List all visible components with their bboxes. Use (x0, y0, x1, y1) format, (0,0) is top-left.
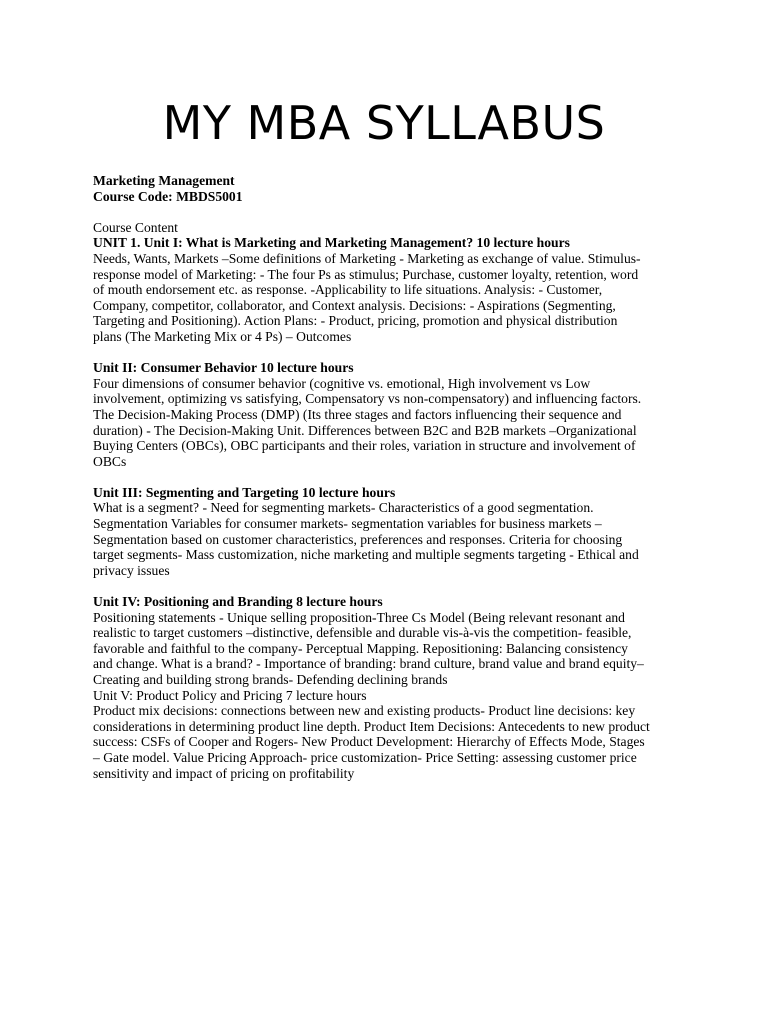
unit-text-line: Four dimensions of consumer behavior (cognitive vs. emotional, High involvement vs Low (93, 375, 591, 391)
unit-text-line: Segmentation based on customer characteristics, preferences and responses. Criteria for choosing (93, 531, 623, 547)
unit-text-line: Company, competitor, collaborator, and Context analysis. Decisions: - Aspirations (Segmenting, (93, 297, 616, 313)
unit-text-line: Targeting and Positioning). Action Plans: - Product, pricing, promotion and physical distribution (93, 313, 618, 329)
unit-text-line: involvement, optimizing vs satisfying, Compensatory vs non-compensatory) and influencing factors. (93, 391, 642, 407)
unit-text-line: target segments- Mass customization, niche marketing and multiple segments targeting - Ethical and (93, 547, 639, 563)
unit-text-line: Segmentation Variables for consumer markets- segmentation variables for business markets – (93, 516, 602, 532)
spacer (93, 578, 683, 594)
syllabus-content (93, 173, 683, 781)
unit-text-line: duration) - The Decision-Making Unit. Differences between B2C and B2B markets –Organizational (93, 422, 637, 438)
spacer (93, 204, 683, 220)
unit-text-line: Needs, Wants, Markets –Some definitions of Marketing - Marketing as exchange of value. Stimulus- (93, 250, 641, 266)
unit-text-line: of mouth endorsement etc. as response. -Applicability to life situations. Analysis: - Customer, (93, 282, 603, 298)
unit-text-line: privacy issues (93, 562, 170, 578)
unit-text-line: favorable and faithful to the company- Perceptual Mapping. Repositioning: Balancing consistency (93, 640, 628, 656)
unit-text-line: response model of Marketing: - The four Ps as stimulus; Purchase, customer loyalty, retention, word (93, 266, 639, 282)
unit-heading: UNIT 1. Unit I: What is Marketing and Marketing Management? 10 lecture hours (93, 235, 570, 251)
unit-text-line: Unit V: Product Policy and Pricing 7 lecture hours (93, 687, 367, 703)
unit-text-line: success: CSFs of Cooper and Rogers- New Product Development: Hierarchy of Effects Mode, Stages (93, 734, 645, 750)
unit-heading: Unit IV: Positioning and Branding 8 lecture hours (93, 594, 383, 610)
unit-text-line: plans (The Marketing Mix or 4 Ps) – Outcomes (93, 328, 352, 344)
unit-text-line: – Gate model. Value Pricing Approach- price customization- Price Setting: assessing customer price (93, 749, 637, 765)
unit-heading: Unit II: Consumer Behavior 10 lecture hours (93, 360, 354, 376)
unit-heading: Unit III: Segmenting and Targeting 10 lecture hours (93, 484, 396, 500)
spacer (93, 345, 683, 361)
unit-text-line: considerations in determining product line depth. Product Item Decisions: Antecedents to new product (93, 718, 650, 734)
unit-text-line: Product mix decisions: connections between new and existing products- Product line decisions: key (93, 703, 636, 719)
unit-text-line: sensitivity and impact of pricing on profitability (93, 765, 355, 781)
unit-text-line: Buying Centers (OBCs), OBC participants and their roles, variation in structure and involvement of (93, 438, 636, 454)
unit-text-line: realistic to target customers –distinctive, defensible and durable vis-à-vis the competition- feasible, (93, 625, 632, 641)
course-code: Course Code: MBDS5001 (93, 188, 243, 204)
spacer (93, 469, 683, 485)
course-content-label: Course Content (93, 219, 178, 235)
unit-text-line: What is a segment? - Need for segmenting markets- Characteristics of a good segmentation. (93, 500, 594, 516)
unit-text-line: The Decision-Making Process (DMP) (Its three stages and factors influencing their sequence and (93, 406, 622, 422)
unit-text-line: OBCs (93, 453, 127, 469)
course-name: Marketing Management (93, 173, 235, 188)
page-title: MY MBA SYLLABUS (162, 96, 606, 150)
unit-text-line: Creating and building strong brands- Defending declining brands (93, 672, 448, 687)
unit-text-line: Positioning statements - Unique selling proposition-Three Cs Model (Being relevant resonant and (93, 609, 625, 625)
unit-text-line: and change. What is a brand? - Importance of branding: brand culture, brand value and brand equity– (93, 656, 644, 672)
